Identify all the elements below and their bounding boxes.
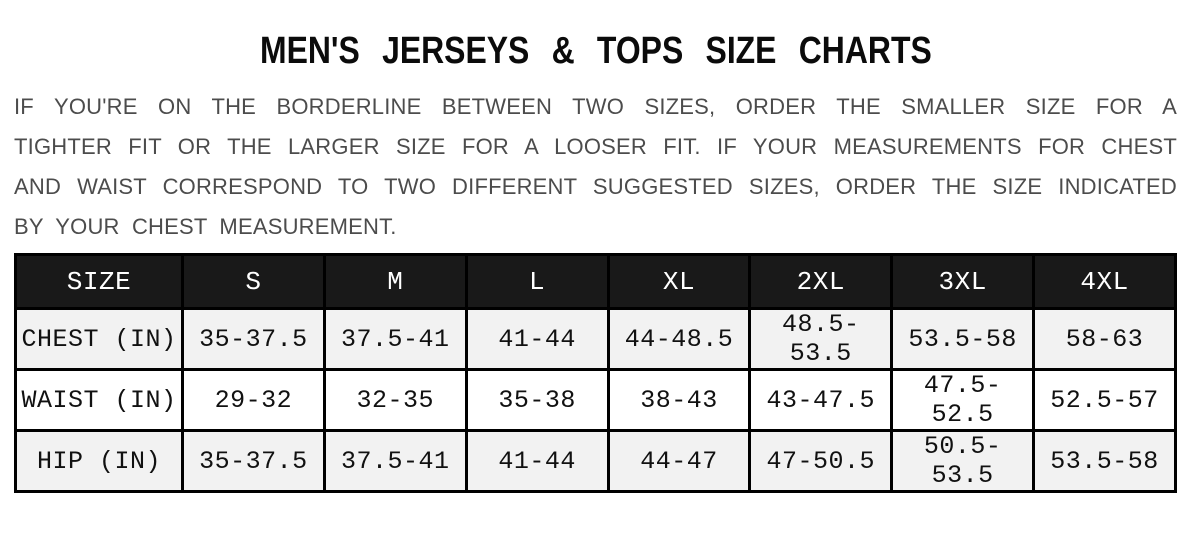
paragraph-line: TIGHTER FIT OR THE LARGER SIZE FOR A LOOSER FIT. IF YOUR MEASUREMENTS FOR CHEST — [14, 134, 1177, 159]
size-value-cell: 58-63 — [1034, 309, 1176, 370]
page-title-text: MEN'S JERSEYS & TOPS SIZE CHARTS — [259, 30, 932, 72]
column-header-xl: XL — [608, 255, 750, 309]
header-row — [16, 255, 1176, 309]
size-table-header — [16, 255, 1176, 309]
size-value-cell: 32-35 — [324, 370, 466, 431]
paragraph-line: BY YOUR CHEST MEASUREMENT. — [14, 214, 397, 239]
size-guidance-paragraph — [14, 87, 1177, 247]
size-value-cell: 47.5-52.5 — [892, 370, 1034, 431]
size-value-cell: 37.5-41 — [324, 431, 466, 492]
size-table-body — [16, 309, 1176, 492]
row-label-chest: CHEST (IN) — [16, 309, 183, 370]
size-value-cell: 41-44 — [466, 431, 608, 492]
paragraph-line: AND WAIST CORRESPOND TO TWO DIFFERENT SUGGESTED SIZES, ORDER THE SIZE INDICATED — [14, 174, 1177, 199]
column-header-3xl: 3XL — [892, 255, 1034, 309]
size-value-cell: 43-47.5 — [750, 370, 892, 431]
size-chart-page — [14, 30, 1177, 493]
size-value-cell: 41-44 — [466, 309, 608, 370]
size-value-cell: 35-37.5 — [183, 431, 325, 492]
row-label-waist: WAIST (IN) — [16, 370, 183, 431]
size-value-cell: 53.5-58 — [1034, 431, 1176, 492]
column-header-l: L — [466, 255, 608, 309]
size-value-cell: 29-32 — [183, 370, 325, 431]
size-value-cell: 37.5-41 — [324, 309, 466, 370]
table-row-chest — [16, 309, 1176, 370]
size-value-cell: 53.5-58 — [892, 309, 1034, 370]
table-row-hip — [16, 431, 1176, 492]
size-value-cell: 35-37.5 — [183, 309, 325, 370]
size-chart-table — [14, 253, 1177, 493]
size-value-cell: 48.5-53.5 — [750, 309, 892, 370]
size-value-cell: 52.5-57 — [1034, 370, 1176, 431]
column-header-s: S — [183, 255, 325, 309]
paragraph-line: IF YOU'RE ON THE BORDERLINE BETWEEN TWO SIZES, ORDER THE SMALLER SIZE FOR A — [14, 94, 1177, 119]
table-row-waist — [16, 370, 1176, 431]
column-header-2xl: 2XL — [750, 255, 892, 309]
size-value-cell: 38-43 — [608, 370, 750, 431]
page-title — [14, 30, 1177, 73]
column-header-size: SIZE — [16, 255, 183, 309]
column-header-4xl: 4XL — [1034, 255, 1176, 309]
column-header-m: M — [324, 255, 466, 309]
size-value-cell: 50.5-53.5 — [892, 431, 1034, 492]
size-value-cell: 35-38 — [466, 370, 608, 431]
size-value-cell: 44-48.5 — [608, 309, 750, 370]
size-value-cell: 47-50.5 — [750, 431, 892, 492]
row-label-hip: HIP (IN) — [16, 431, 183, 492]
size-value-cell: 44-47 — [608, 431, 750, 492]
